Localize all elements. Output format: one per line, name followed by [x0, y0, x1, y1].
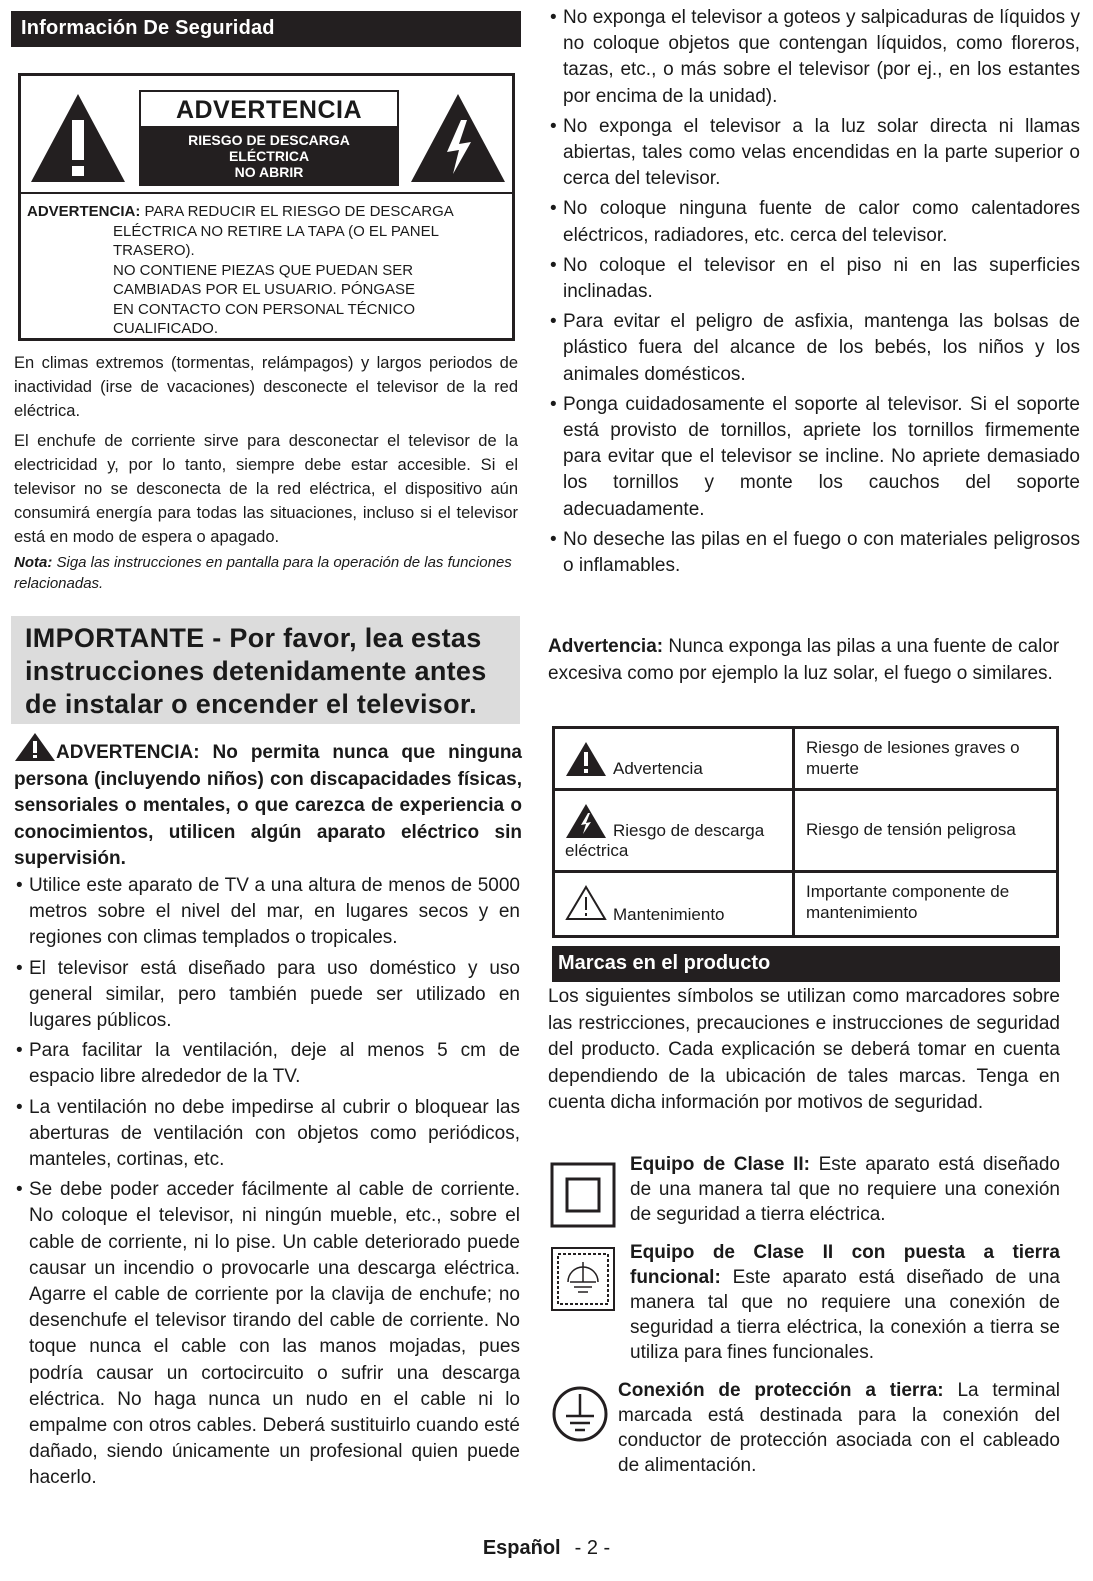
table-cell	[555, 791, 795, 870]
warning-text-line4: NO CONTIENE PIEZAS QUE PUEDAN SER	[113, 261, 414, 279]
table-cell	[555, 729, 795, 788]
exclamation-warning-icon	[565, 741, 607, 777]
warning-text-line3: TRASERO).	[113, 242, 195, 259]
mark-protective-earth-text	[548, 1378, 1060, 1478]
symbol-description: Riesgo de tensión peligrosa	[806, 820, 1016, 839]
symbol-label: Riesgo de descarga eléctrica	[565, 821, 765, 860]
functional-earth-icon	[550, 1246, 620, 1314]
exclamation-warning-icon	[14, 732, 56, 762]
table-row	[555, 791, 1056, 873]
warning-subtitle	[141, 128, 397, 184]
supervision-warning-text: ADVERTENCIA: No permita nunca que ninguna persona (incluyendo niños) con discapacidades físicas, sensoriales o mentales, o que carezca de experiencia o conocimientos, utilicen algún aparato eléctrico sin supervisión.	[14, 742, 522, 869]
warning-text	[27, 202, 507, 339]
list-item: • No deseche las pilas en el fuego o con materiales peligrosos o inflamables.	[548, 527, 1080, 579]
lightning-warning-icon	[409, 92, 507, 184]
mark-class2-desc: Este aparato está diseñado de una manera tal que no requiere una conexión de seguridad a tierra eléctrica.	[630, 1154, 1060, 1225]
warning-text-line1: PARA REDUCIR EL RIESGO DE DESCARGA	[144, 203, 454, 220]
marks-intro: Los siguientes símbolos se utilizan como marcadores sobre las restricciones, precauciones e instrucciones de seguridad del producto. Cada explicación se deberá tomar en cuenta dependiendo de la ubicación de tales marcas. Tenga en cuenta dicha información por motivos de seguridad.	[548, 986, 1060, 1114]
section-header-safety: Información De Seguridad	[11, 11, 521, 47]
warning-subtitle-line1: RIESGO DE DESCARGA	[188, 132, 350, 148]
warning-text-label: ADVERTENCIA:	[27, 203, 141, 220]
symbol-description: Importante componente de mantenimiento	[806, 882, 1010, 922]
warning-subtitle-line3: NO ABRIR	[234, 164, 304, 180]
battery-warning-text: Nunca exponga las pilas a una fuente de calor excesiva como por ejemplo la luz solar, el fuego o similares.	[548, 636, 1060, 684]
symbol-label: Advertencia	[613, 759, 703, 778]
page-number: - 2 -	[574, 1537, 611, 1559]
paragraph-climate: En climas extremos (tormentas, relámpagos) y largos periodos de inactividad (irse de vacaciones) desconecte el televisor de la red eléctrica.	[14, 354, 518, 420]
table-cell	[555, 873, 795, 935]
note	[14, 552, 518, 594]
warning-label-block	[139, 90, 399, 186]
warning-title: ADVERTENCIA	[141, 92, 397, 128]
paragraph-plug: El enchufe de corriente sirve para desconectar el televisor de la electricidad y, por lo tanto, siempre debe estar accesible. Si el televisor no se desconecta de la red eléctrica, el dispositivo aún consumirá energía para todas las situaciones, incluso si el televisor está en modo de espera o apagado.	[14, 432, 518, 546]
list-item: • Se debe poder acceder fácilmente al cable de corriente. No coloque el televisor, ni ningún mueble, etc., sobre el cable de corriente, ni lo pise. Un cable deteriorado puede causar un incendio o provocarle una descarga eléctrica. Agarre el cable de corriente por la clavija de enchufe; no desenchufe el televisor tirando del cable de corriente. No toque nunca el cable con las manos mojadas, pues podría causar un cortocircuito o sufrir una descarga eléctrica. No haga nunca un nudo en el cable ni lo empalme con otros cables. Deberá sustituirlo cuando esté dañado, siendo únicamente un profesional quien puede hacerlo.	[14, 1177, 520, 1491]
section-header-marks: Marcas en el producto	[552, 946, 1060, 982]
list-item: • Para facilitar la ventilación, deje al menos 5 cm de espacio libre alrededor de la TV.	[14, 1038, 520, 1090]
list-item: • Ponga cuidadosamente el soporte al televisor. Si el soporte está provisto de tornillos, apriete los tornillos firmemente para evitar que el televisor se incline. No apriete demasiado los tornillos y monte los cauchos del soporte adecuadamente.	[548, 392, 1080, 523]
mark-class2-functional-text	[548, 1240, 1060, 1365]
mark-protective-earth-desc: La terminal marcada está destinada para la conexión del conductor de protección asociada con el cableado de alimentación.	[618, 1380, 1060, 1476]
warning-text-line5: CAMBIADAS POR EL USUARIO. PÓNGASE	[113, 281, 416, 298]
mark-protective-earth-label: Conexión de protección a tierra:	[618, 1380, 944, 1401]
mark-class2-text	[548, 1152, 1060, 1227]
mark-class2-functional-head	[548, 1240, 1060, 1365]
footer-language: Español	[482, 1537, 561, 1559]
warning-subtitle-line2: ELÉCTRICA	[228, 148, 310, 164]
warning-box	[18, 73, 515, 341]
list-item: • No coloque ninguna fuente de calor como calentadores eléctricos, radiadores, etc. cerca del televisor.	[548, 196, 1080, 248]
important-notice: IMPORTANTE - Por favor, lea estas instrucciones detenidamente antes de instalar o encender el televisor.	[11, 616, 520, 724]
symbol-label: Mantenimiento	[613, 905, 725, 924]
mark-class2-functional-label: Equipo de Clase II con puesta a tierra funcional:	[630, 1242, 1060, 1288]
warning-box-top	[21, 76, 512, 194]
warning-text-line2: ELÉCTRICA NO RETIRE LA TAPA (O EL PANEL	[113, 222, 439, 240]
class2-double-square-icon	[550, 1162, 620, 1228]
list-item: • No exponga el televisor a goteos y salpicaduras de líquidos y no coloque objetos que contengan líquidos, como floreros, tazas, etc., o más sobre el televisor (por ej., en los estantes por encima de la unidad).	[548, 5, 1080, 110]
table-row	[555, 729, 1056, 791]
list-item: • Utilice este aparato de TV a una altura de menos de 5000 metros sobre el nivel del mar, en lugares secos y en regiones con climas templados o tropicales.	[14, 873, 520, 952]
battery-warning	[548, 634, 1060, 687]
battery-warning-label: Advertencia:	[548, 636, 664, 657]
list-item: • El televisor está diseñado para uso doméstico y uso general similar, pero también puede ser utilizado en lugares públicos.	[14, 956, 520, 1035]
warning-text-line7: CUALIFICADO.	[113, 320, 219, 337]
right-bullet-list	[548, 5, 1080, 583]
note-label: Nota:	[14, 554, 53, 571]
symbol-description: Riesgo de lesiones graves o muerte	[806, 738, 1020, 778]
list-item: • No exponga el televisor a la luz solar directa ni llamas abiertas, tales como velas encendidas en la parte superior o cerca del televisor.	[548, 114, 1080, 193]
list-item: • La ventilación no debe impedirse al cubrir o bloquear las aberturas de ventilación con objetos como periódicos, manteles, cortinas, etc.	[14, 1095, 520, 1174]
list-item: • No coloque el televisor en el piso ni en las superficies inclinadas.	[548, 253, 1080, 305]
mark-class2-label: Equipo de Clase II:	[630, 1154, 811, 1175]
mark-class2-functional-desc: Este aparato está diseñado de una manera tal que no requiere una conexión de seguridad a tierra eléctrica, la conexión a tierra se utiliza para fines funcionales.	[630, 1267, 1060, 1363]
warning-text-line6: EN CONTACTO CON PERSONAL TÉCNICO	[113, 300, 415, 318]
note-text: Siga las instrucciones en pantalla para la operación de las funciones relacionadas.	[14, 554, 512, 592]
symbols-table	[552, 726, 1059, 938]
exclamation-warning-icon	[29, 92, 127, 184]
protective-earth-icon	[550, 1384, 610, 1444]
maintenance-warning-icon	[565, 885, 607, 921]
supervision-warning	[14, 732, 522, 873]
table-row	[555, 873, 1056, 935]
mark-class2-functional	[548, 1240, 1060, 1365]
page-footer	[0, 1537, 1093, 1560]
mark-protective-earth	[548, 1378, 1060, 1478]
mark-class2	[548, 1152, 1060, 1227]
list-item: • Para evitar el peligro de asfixia, mantenga las bolsas de plástico fuera del alcance de los bebés, los niños y los animales domésticos.	[548, 309, 1080, 388]
left-bullet-list	[14, 873, 520, 1496]
